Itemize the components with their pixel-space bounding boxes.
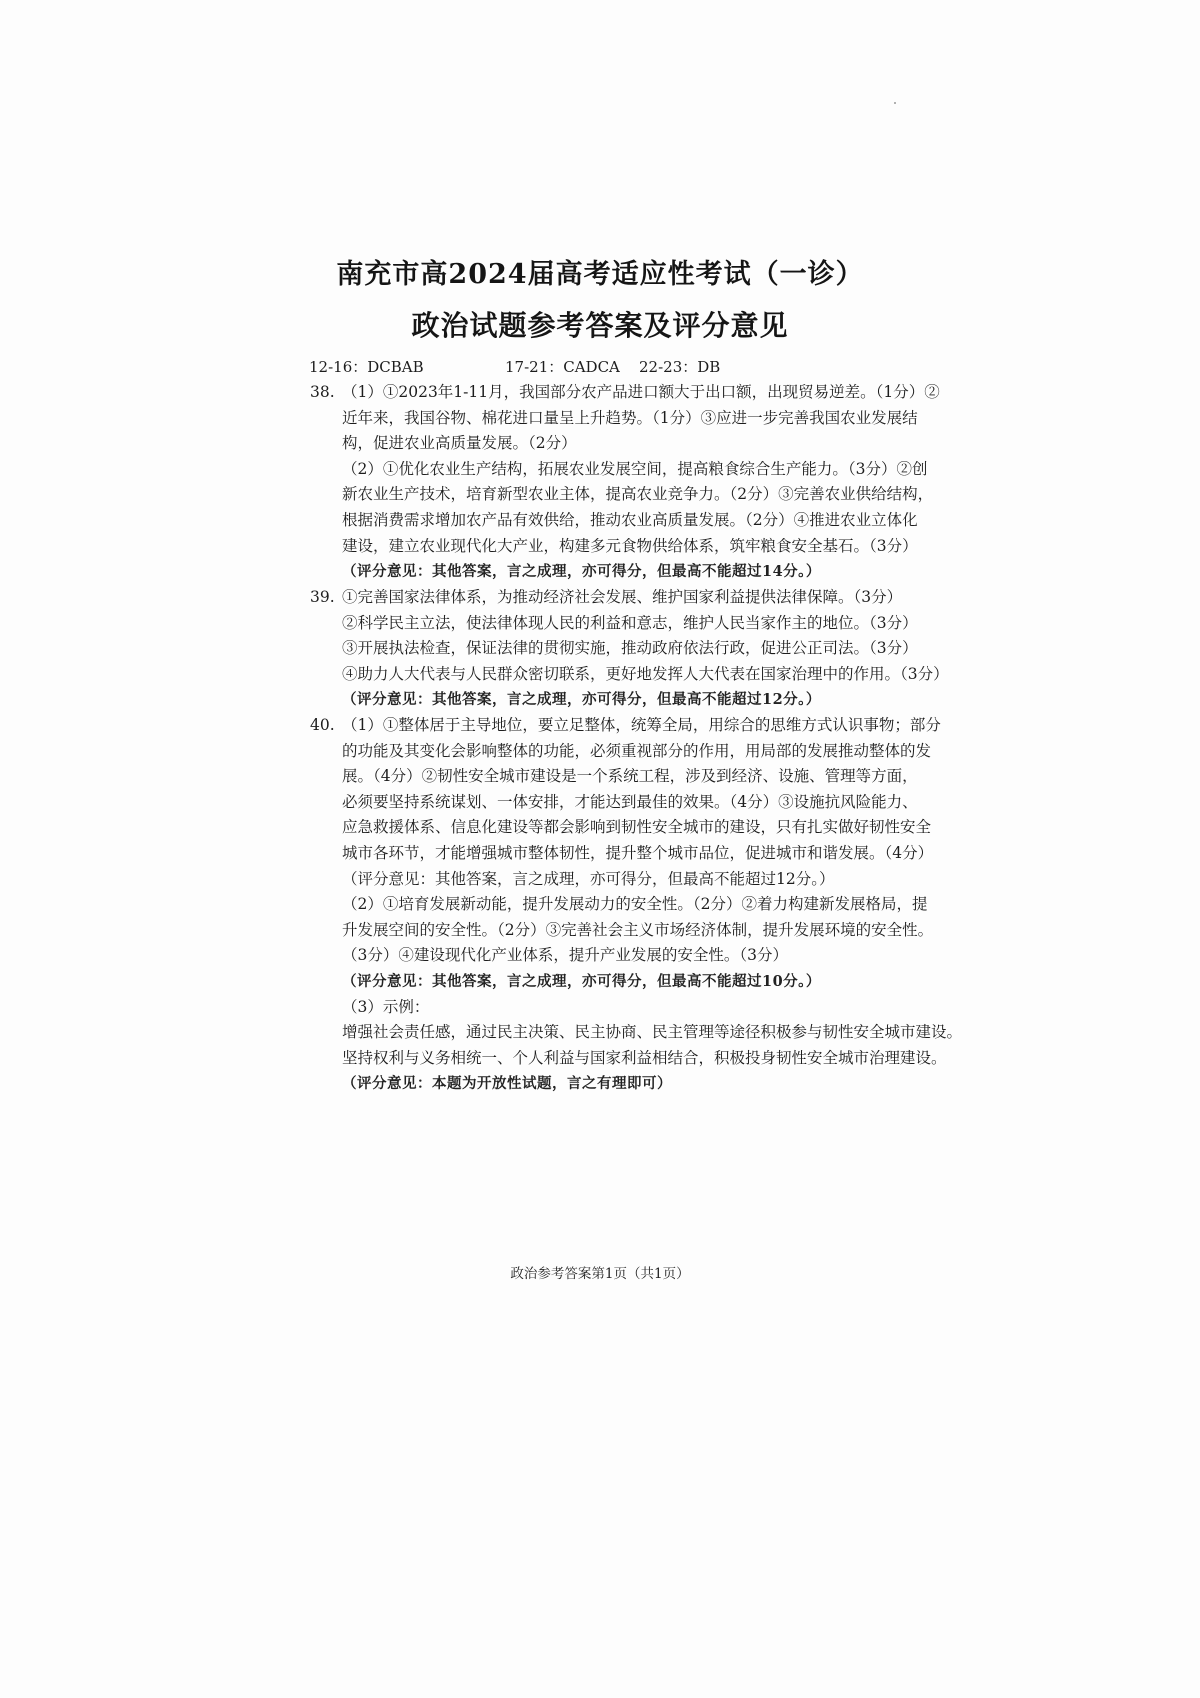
answer-line: 应急救援体系、信息化建设等都会影响到韧性安全城市的建设，只有扎实做好韧性安全 bbox=[342, 818, 932, 837]
scoring-note: （评分意见：其他答案，言之成理，亦可得分，但最高不能超过10分。） bbox=[342, 972, 821, 990]
question-39 bbox=[310, 585, 949, 713]
question-number: 39. bbox=[310, 588, 335, 606]
answer-line: 必须要坚持系统谋划、一体安排，才能达到最佳的效果。（4分）③设施抗风险能力、 bbox=[342, 792, 918, 811]
scoring-note: （评分意见：本题为开放性试题，言之有理即可） bbox=[342, 1075, 672, 1093]
answer-line: 构，促进农业高质量发展。（2分） bbox=[342, 434, 577, 453]
page-footer: 政治参考答案第1页（共1页） bbox=[510, 1266, 690, 1282]
answer-line: ③开展执法检查，保证法律的贯彻实施，推动政府依法行政，促进公正司法。（3分） bbox=[342, 639, 918, 658]
answer-line: ④助力人大代表与人民群众密切联系，更好地发挥人大代表在国家治理中的作用。（3分） bbox=[342, 664, 949, 683]
answer-line: ①完善国家法律体系，为推动经济社会发展、维护国家利益提供法律保障。（3分） bbox=[342, 588, 903, 606]
answer-line: （3）示例： bbox=[342, 997, 430, 1016]
answer-line: 坚持权利与义务相统一、个人利益与国家利益相结合，积极投身韧性安全城市治理建设。 bbox=[342, 1048, 947, 1067]
answer-group-12-16: 12-16：DCBAB bbox=[309, 358, 424, 376]
question-38 bbox=[310, 380, 940, 585]
document-title: 南充市高2024届高考适应性考试（一诊） bbox=[336, 259, 864, 290]
answer-line: 升发展空间的安全性。（2分）③完善社会主义市场经济体制，提升发展环境的安全性。 bbox=[342, 920, 934, 939]
document-subtitle: 政治试题参考答案及评分意见 bbox=[411, 309, 789, 342]
answer-line: （2）①培育发展新动能，提升发展动力的安全性。（2分）②着力构建新发展格局，提 bbox=[342, 895, 928, 914]
answer-line: 增强社会责任感，通过民主决策、民主协商、民主管理等途径积极参与韧性安全城市建设。 bbox=[342, 1023, 963, 1042]
answer-line: 新农业生产技术，培育新型农业主体，提高农业竞争力。（2分）③完善农业供给结构， bbox=[342, 485, 934, 504]
question-number: 38. bbox=[310, 383, 335, 401]
scoring-note: （评分意见：其他答案，言之成理，亦可得分，但最高不能超过12分。） bbox=[342, 869, 835, 888]
answer-line: 城市各环节，才能增强城市整体韧性，提升整个城市品位，促进城市和谐发展。（4分） bbox=[342, 843, 934, 862]
question-40 bbox=[310, 713, 963, 1097]
answer-group-17-21: 17-21：CADCA bbox=[505, 358, 620, 376]
answer-line: ②科学民主立法，使法律体现人民的利益和意志，维护人民当家作主的地位。（3分） bbox=[342, 613, 918, 632]
answer-line: （3分）④建设现代化产业体系，提升产业发展的安全性。（3分） bbox=[342, 946, 788, 965]
answer-line: （1）①2023年1-11月，我国部分农产品进口额大于出口额，出现贸易逆差。（1分）② bbox=[342, 383, 940, 401]
answer-line: 建设，建立农业现代化大产业，构建多元食物供给体系，筑牢粮食安全基石。（3分） bbox=[342, 536, 918, 555]
question-number: 40. bbox=[310, 716, 335, 734]
answer-line: （1）①整体居于主导地位，要立足整体，统筹全局，用综合的思维方式认识事物；部分 bbox=[342, 716, 941, 734]
answer-line: 展。（4分）②韧性安全城市建设是一个系统工程，涉及到经济、设施、管理等方面， bbox=[342, 767, 918, 786]
scoring-note: （评分意见：其他答案，言之成理，亦可得分，但最高不能超过12分。） bbox=[342, 691, 821, 709]
answer-line: （2）①优化农业生产结构，拓展农业发展空间，提高粮食综合生产能力。（3分）②创 bbox=[342, 459, 928, 478]
answer-line: 的功能及其变化会影响整体的功能，必须重视部分的作用，用局部的发展推动整体的发 bbox=[342, 741, 932, 760]
scoring-note: （评分意见：其他答案，言之成理，亦可得分，但最高不能超过14分。） bbox=[342, 563, 821, 581]
scan-speck bbox=[894, 102, 896, 104]
answer-group-22-23: 22-23：DB bbox=[639, 358, 721, 376]
answer-line: 根据消费需求增加农产品有效供给，推动农业高质量发展。（2分）④推进农业立体化 bbox=[342, 510, 918, 529]
answer-line: 近年来，我国谷物、棉花进口量呈上升趋势。（1分）③应进一步完善我国农业发展结 bbox=[342, 408, 918, 427]
